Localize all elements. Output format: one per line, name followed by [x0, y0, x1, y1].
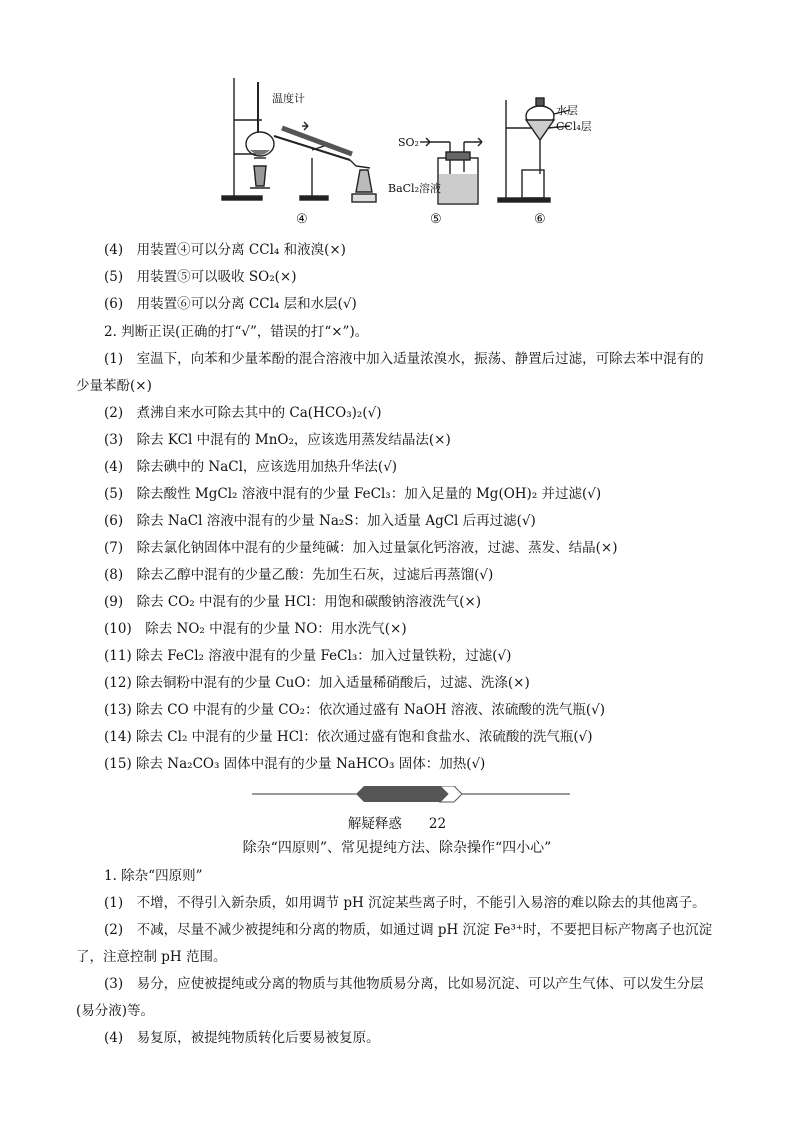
- list-item: (11) 除去 FeCl₂ 溶液中混有的少量 FeCl₃：加入过量铁粉，过滤(√): [104, 648, 512, 664]
- list-item: (5) 除去酸性 MgCl₂ 溶液中混有的少量 FeCl₃：加入足量的 Mg(OH)₂ 并过滤(√): [104, 486, 602, 502]
- list-item: (15) 除去 Na₂CO₃ 固体中混有的少量 NaHCO₃ 固体：加热(√): [104, 756, 486, 772]
- list-item: (4) 用装置④可以分离 CCl₄ 和液溴(×): [104, 242, 346, 258]
- list-item: (1) 室温下，向苯和少量苯酚的混合溶液中加入适量浓溴水，振荡、静置后过滤，可除去苯中混有的: [104, 351, 704, 367]
- bacl2-label: BaCl₂溶液: [388, 182, 441, 195]
- section-banner-decoration: [252, 786, 570, 806]
- subsection-title: 1. 除杂“四原则”: [104, 868, 203, 884]
- list-item: (6) 除去 NaCl 溶液中混有的少量 Na₂S：加入适量 AgCl 后再过滤(√): [104, 513, 536, 529]
- list-item-continuation: 少量苯酚(×): [76, 378, 152, 394]
- section-title: 2. 判断正误(正确的打“√”，错误的打“×”)。: [104, 324, 369, 340]
- principle-continuation: (易分液)等。: [76, 1003, 155, 1019]
- list-item: (14) 除去 Cl₂ 中混有的少量 HCl：依次通过盛有饱和食盐水、浓硫酸的洗气瓶(√): [104, 729, 593, 745]
- principle-continuation: 了，注意控制 pH 范围。: [76, 949, 227, 965]
- list-item: (12) 除去铜粉中混有的少量 CuO：加入适量稀硝酸后，过滤、洗涤(×): [104, 675, 530, 691]
- list-item: (10) 除去 NO₂ 中混有的少量 NO：用水洗气(×): [104, 621, 407, 637]
- list-item: (3) 除去 KCl 中混有的 MnO₂，应该选用蒸发结晶法(×): [104, 432, 451, 448]
- thermometer-label: 温度计: [272, 92, 305, 105]
- principle-item: (3) 易分，应使被提纯或分离的物质与其他物质易分离，比如易沉淀、可以产生气体、可以发生分层: [104, 976, 704, 992]
- principle-item: (1) 不增，不得引入新杂质，如用调节 pH 沉淀某些离子时，不能引入易溶的难以除去的其他离子。: [104, 895, 706, 911]
- list-item: (7) 除去氯化钠固体中混有的少量纯碱：加入过量氯化钙溶液，过滤、蒸发、结晶(×): [104, 540, 618, 556]
- list-item: (2) 煮沸自来水可除去其中的 Ca(HCO₃)₂(√): [104, 405, 382, 421]
- list-item: (8) 除去乙醇中混有的少量乙酸：先加生石灰，过滤后再蒸馏(√): [104, 567, 494, 583]
- principle-item: (4) 易复原，被提纯物质转化后要易被复原。: [104, 1030, 380, 1046]
- apparatus-5-number: ⑤: [430, 212, 442, 227]
- principle-item: (2) 不减，尽量不减少被提纯和分离的物质，如通过调 pH 沉淀 Fe³⁺时，不要把目标产物离子也沉淀: [104, 922, 713, 938]
- apparatus-figure: [220, 70, 610, 232]
- list-item: (9) 除去 CO₂ 中混有的少量 HCl：用饱和碳酸钠溶液洗气(×): [104, 594, 482, 610]
- list-item: (4) 除去碘中的 NaCl，应该选用加热升华法(√): [104, 459, 398, 475]
- apparatus-6-number: ⑥: [534, 212, 546, 227]
- water-layer-label: 水层: [556, 104, 578, 117]
- section-heading: 除杂“四原则”、常见提纯方法、除杂操作“四小心”: [242, 840, 552, 856]
- apparatus-4-number: ④: [296, 212, 308, 227]
- list-item: (6) 用装置⑥可以分离 CCl₄ 层和水层(√): [104, 296, 357, 312]
- banner-label: 解疑释惑 22: [347, 816, 447, 832]
- ccl4-layer-label: CCl₄层: [556, 120, 592, 133]
- list-item: (5) 用装置⑤可以吸收 SO₂(×): [104, 269, 297, 285]
- list-item: (13) 除去 CO 中混有的少量 CO₂：依次通过盛有 NaOH 溶液、浓硫酸的洗气瓶(√): [104, 702, 606, 718]
- so2-label: SO₂: [398, 136, 419, 149]
